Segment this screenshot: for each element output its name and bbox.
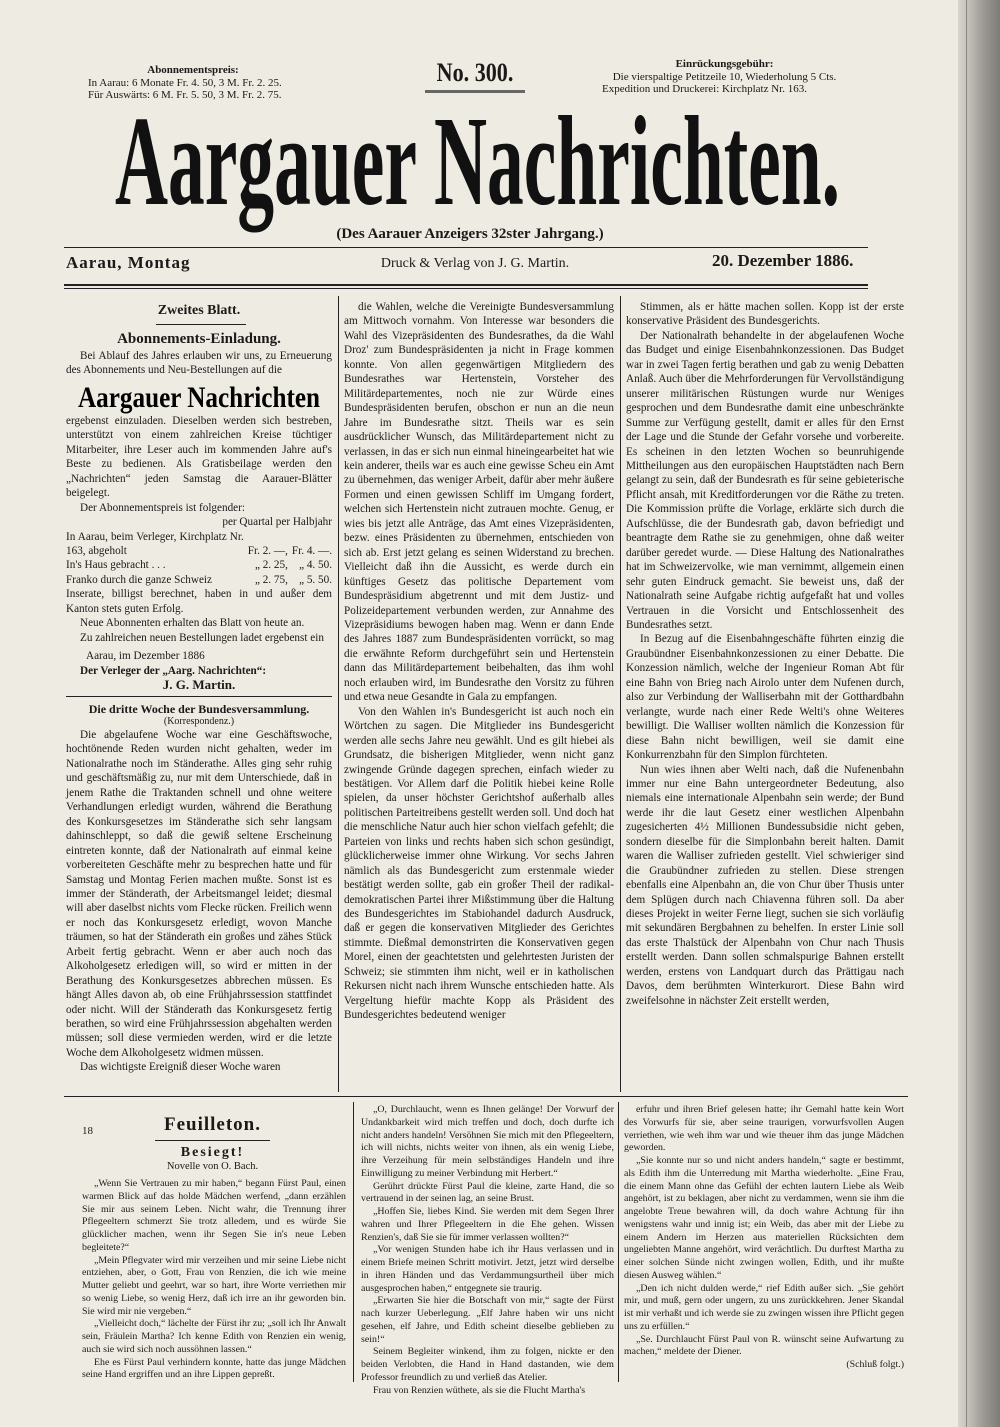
fees-line: Die vierspaltige Petitzeile 10, Wiederholung 5 Cts. (612, 70, 837, 83)
issue-date: 20. Dezember 1886. (712, 251, 854, 270)
feuilleton-column-3 (624, 1104, 904, 1372)
price-h: „ 4. 50. (299, 559, 332, 572)
paper-name-text: Aargauer Nachrichten (78, 380, 321, 414)
rule (64, 284, 868, 286)
invite-intro: Bei Ablauf des Jahres erlauben wir uns, zu Erneuerung des Abonnements und Neu-Bestellungen auf die (66, 350, 332, 377)
feuilleton-column-2 (361, 1104, 614, 1397)
paragraph: die Wahlen, welche die Vereinigte Bundesversammlung am Mittwoch vornahm. Von Interesse war besonders die Wahl des Vizepräsidenten des Bundesrathes, da die Wahl Droz' zum Bundespräsidenten ja nicht in Frage kommen konnte. Von allen gegenwärtigen Mitgliedern des Bundesrathes war Hertenstein, Vorsteher des Militärdepartementes, noch nie zur Würde eines Bundespräsidenten berufen, obschon er nun an die neun Jahre im Bundesrathe sitzt. Theils war es sein ausdrücklicher Wunsch, das Militärdepartement nicht zu verlassen, in das er sich nun einmal hineingearbeitet hat wie kein anderer, theils war es auch eine gewisse Scheu ein Amt zu übernehmen, das weniger Arbeit, dafür aber mehr äußere Formen und einen gewissen Schliff im Umgang fordert, welchen sich Hertenstein nicht zutrauen mochte. Genug, er wies bis jetzt alle Anträge, das Amt eines Vizepräsidenten, bezw. eines Präsidenten zu übernehmen, entschieden von sich ab. Erst jetzt gelang es seinen Widerstand zu brechen. Vielleicht daß ihn die Aussicht, es werde durch ein künftiges Gesetz das politische Departement vom Bundespräsidium abgetrennt und mit dem Justiz- und Polizeidepartement verbunden werden, zur Annahme des Vizepräsidiums bewogen haben mag. Wenn er dann Ende des Jahres 1887 zum Bundespräsidenten vorrückt, so mag die erwähnte Reform durchgeführt sein und Hertenstein dann das Militärdepartement beibehalten, das ihm wohl noch erlauben wird, im Bundesrathe den Vorsitz zu führen und etwa neue Gesandte in Gala zu empfangen. (344, 301, 614, 704)
feuilleton-header (80, 1114, 345, 1172)
price-q: „ 2. 75, (254, 573, 288, 586)
inserate-note: Inserate, billigst berechnet, haben in und außer dem Kanton stets guten Erfolg. (66, 588, 332, 615)
article-heading: Die dritte Woche der Bundesversammlung. (88, 701, 310, 716)
paragraph: „Vor wenigen Stunden habe ich ihr Haus verlassen und in einem Briefe meinen Schritt motivirt. Jetzt, jetzt wird derselbe in ihren Händen und das Verdammungsurtheil über mich ausgesprochen haben,“ entgegnete sie traurig. (361, 1244, 614, 1294)
paragraph: Frau von Renzien wüthete, als sie die Flucht Martha's (373, 1384, 586, 1396)
feuilleton-rule (64, 1096, 908, 1097)
paragraph: „Vielleicht doch,“ lächelte der Fürst ihr zu; „soll ich Ihr Anwalt sein, Fräulein Martha? Ich kenne Edith von Renzien ein wenig, auch sie wird sich noch aussöhnen lassen.“ (82, 1318, 346, 1355)
subscription-line: In Aarau: 6 Monate Fr. 4. 50, 3 M. Fr. 2. 25. (88, 76, 282, 89)
column-1 (66, 300, 332, 1075)
price-row (66, 573, 332, 587)
paper-name-heading (66, 378, 332, 414)
column-3 (626, 300, 904, 1008)
printer-line: Druck & Verlag von J. G. Martin. (380, 256, 570, 271)
feuilleton-number: 18 (82, 1125, 93, 1137)
price-label: In's Haus gebracht . . . (66, 559, 166, 572)
paragraph: Das wichtigste Ereigniß dieser Woche waren (80, 1061, 281, 1074)
column-rule (338, 296, 339, 1092)
newspaper-title (110, 90, 850, 232)
price-row (66, 530, 332, 559)
rule (64, 247, 868, 248)
feuilleton-heading: Feuilleton. (163, 1114, 262, 1135)
subtitle: (Des Aarauer Anzeigers 32ster Jahrgang.) (336, 226, 604, 242)
new-subscribers-note: Neue Abonnenten erhalten das Blatt von heute an. (80, 617, 305, 630)
paragraph: „Den ich nicht dulden werde,“ rief Edith außer sich. „Sie gehört mir, und muß, gern oder ungern, zu uns zurückkehren. Jener Skandal ist mir verhaßt und ich werde sie zu zwingen wissen ihre Pflicht gegen uns zu erfüllen.“ (624, 1282, 904, 1332)
paragraph: „Se. Durchlaucht Fürst Paul von R. wünscht seine Aufwartung zu machen,“ meldete der Diener. (624, 1333, 904, 1358)
price-header: per Quartal per Halbjahr (222, 516, 332, 529)
paragraph: „O, Durchlaucht, wenn es Ihnen gelänge! Der Vorwurf der Undankbarkeit wird mich treffen und doch, doch durfte ich nicht anders handeln! Versöhnen Sie mich mit den Pflegeeltern, ich will nichts, nichts weiter von ihnen, als ein wenig Liebe, ihre Verzeihung für mein selbständiges Handeln und ihre Einwilligung zu meiner Verbindung mit Herbert.“ (361, 1104, 614, 1179)
rule (66, 696, 332, 697)
price-q: „ 2. 25, (254, 559, 288, 572)
publisher-name: J. G. Martin. (162, 677, 236, 693)
paragraph: Ehe es Fürst Paul verhindern konnte, hatte das junge Mädchen seine Hand ergriffen und an ihre Lippen gepreßt. (82, 1356, 346, 1381)
rule (64, 288, 868, 289)
place-date: Aarau, im Dezember 1886 (86, 650, 205, 663)
price-intro: Der Abonnementspreis ist folgender: (80, 501, 245, 514)
paragraph: „Sie konnte nur so und nicht anders handeln,“ sagte er bestimmt, als Edith ihm die Unterredung mit Martha wiederholte. „Eine Frau, die einem Mann ohne das Gefühl der echten lautern Liebe als Weib angehört, ist zu beklagen, aber nicht zu verdammen, wenn sie ihm die angelobte Treue bewahren will, da doch wahre Achtung für ihn wenigstens wahr und innig ist; ein Weib, das aber mit der Liebe zu einem Andern im Herzen aus materiellen Rücksichten dem ungeliebten Manne angehört, wird verächtlich. Du durftest Martha zu einer solchen Sünde nicht zwingen wollen, Edith, und ihr mußte diesen Ausweg wählen.“ (624, 1155, 904, 1281)
paragraph: „Wenn Sie Vertrauen zu mir haben,“ begann Fürst Paul, einen warmen Blick auf das holde Mädchen werfend, „dann erzählen Sie mir aus seinem Leben. Nicht wahr, die Trennung ihrer Pflegeeltern schmerzt Sie trotz alledem, und es würde Sie glücklicher machen, wenn ihr Segen Sie in's neue Leben begleitete?“ (82, 1178, 346, 1253)
column-rule (618, 1102, 619, 1382)
section-label: Zweites Blatt. (157, 303, 241, 318)
price-q: Fr. 2. —, (247, 544, 288, 557)
to-be-continued: (Schluß folgt.) (846, 1359, 904, 1370)
paragraph: Gerührt drückte Fürst Paul die kleine, zarte Hand, die so vertrauend in der seinen lag, an seine Brust. (361, 1180, 614, 1205)
paragraph: Die abgelaufene Woche war eine Geschäftswoche, hochtönende Reden wurden nicht gehalten, weder im Nationalrathe noch im Ständerathe. Alles ging sehr ruhig und geschäftsmäßig zu, nur mit dem Unterschiede, daß in jenem Rathe die Traktanden schnell und ohne weitere Verhandlungen erledigt wurden, während die Berathung des Konkursgesetzes im Ständerathe sich sehr langsam dahinschleppt, so daß die gewiß seltene Erscheinung eintreten konnte, daß der Nationalrath auf einmal keine vorbereiteten Geschäfte mehr zu besprechen hatte und für Samstag und Montag Ferien machen mußte. Sonst ist es immer der Ständerath, der Arbeitsmangel leidet; diesmal will aber daselbst nichts vom Flecke rücken. Freilich wenn er noch das Konkursgesetz erledigt, wovon Manche träumen, so hat der Ständerath ein großes und zähes Stück Arbeit fertig gebracht. Wenn er aber auch noch das Alkoholgesetz erledigen will, so wird er mitten in der Berathung des Konkursgesetzes abbrechen müssen. Es hängt Alles davon ab, ob eine Frühjahrssession stattfindet oder nicht. Will der Ständerath das Konkursgesetz fertig berathen, so wird eine Frühjahrssession abgehalten werden müssen; soll diese vermieden werden, wird er die letzte Woche dem Alkoholgesetz widmen müssen. (66, 728, 332, 1059)
paragraph: Der Nationalrath behandelte in der abgelaufenen Woche das Budget und einige Eisenbahnkonzessionen. Das Budget war in zwei Tagen fertig berathen und gab zu wenig Debatten Anlaß. Auch über die Mehrforderungen für Vervollständigung unserer militärischen Rüstungen wurde nur Weniges gesprochen und dem Bundesrathe damit eine unbeschränkte Summe zur Verfügung gestellt, damit er alles für den Ernst der Lage und die Stunde der Gefahr vorsehe und vorbereite. Es scheinen in den letzten Wochen so beunruhigende Mittheilungen aus den europäischen Hauptstädten nach Bern gelangt zu sein, daß der Bundesrath es für seine gebieterische Pflicht ansah, mit Kreditforderungen vor die Räthe zu treten. Die Kommission prüfte die Vorlage, erklärte sich durch die Aufschlüsse, die der Bundesrath gab, davon befriedigt und beantragte dem Rathe sie zu genehmigen, ohne daß weiter darüber geredet wurde. — Diese Haltung des Nationalrathes hat im Schweizervolke, wie man vernimmt, allgemein einen sehr guten Eindruck gemacht. Sie beweist uns, daß der Nationalrath seine Aufgabe richtig aufgefaßt hat und volles Vertrauen in die Vorsicht und Entschlossenheit des Bundesrathes setzt. (626, 329, 904, 631)
invite-close: Zu zahlreichen neuen Bestellungen ladet ergebenst ein (80, 631, 324, 644)
fees-line: Expedition und Druckerei: Kirchplatz Nr. 163. (602, 83, 807, 95)
paragraph: „Erwarten Sie hier die Botschaft von mir,“ sagte der Fürst nach kurzer Ueberlegung. „Elf Jahre haben wir uns nicht gesehen, elf Jahre, und Edith scheint dieselbe geblieben zu sein!“ (361, 1295, 614, 1345)
paragraph: Seinem Begleiter winkend, ihm zu folgen, nickte er den beiden Verlobten, die Hand in Hand dastanden, wie dem Professor freundlich zu und verließ das Atelier. (361, 1346, 614, 1383)
subscription-line: Für Auswärts: 6 M. Fr. 5. 50, 3 M. Fr. 2. 75. (88, 89, 282, 101)
newspaper-title-text: Aargauer Nachrichten. (115, 90, 840, 232)
price-table (66, 530, 332, 588)
feuilleton-column-1 (82, 1178, 346, 1382)
paragraph: In Bezug auf die Eisenbahngeschäfte führten einzig die Graubündner Eisenbahnkonzessionen zu einer Debatte. Die Konzession nämlich, welche der Ingenieur Roman Abt für eine Bahn von Brieg nach Airolo unter dem Nufenen durch, also zur Verbindung der Walliserbahn mit der Gotthardbahn verlangte, wurde nach einer Rede Welti's ohne Weiteres bewilligt. Die Walliser wollten nämlich die Konzession für diese Bahn nicht bewilligen, weil sie damit eine Konkurrenzbahn für den Simplon fürchteten. (626, 633, 904, 762)
paragraph: Stimmen, als er hätte machen sollen. Kopp ist der erste konservative Präsident des Bundesgerichts. (626, 301, 904, 328)
column-2 (344, 300, 614, 1023)
place-day: Aarau, Montag (66, 253, 191, 272)
invite-body: ergebenst einzuladen. Dieselben werden sich bestreben, unterstützt von einem zahlreichen Kreise tüchtiger Mitarbeiter, ihre Leser auch im kommenden Jahre auf's Beste zu bedienen. Als Gratisbeilage werden den „Nachrichten“ jeden Samstag die Aarauer-Blätter beigelegt. (66, 414, 332, 500)
subscription-heading: Abonnementspreis: (147, 64, 239, 76)
price-h: Fr. 4. —. (291, 544, 332, 557)
paragraph: erfuhr und ihren Brief gelesen hatte; ihr Gemahl hatte kein Wort des Vorwurfs für sie, aber seine traurigen, vorwurfsvollen Augen verriethen, wie weh ihm war und wie theuer ihm das junge Mädchen geworden. (624, 1104, 904, 1154)
article-body (66, 728, 332, 1075)
rule (155, 1140, 270, 1141)
paragraph: „Mein Pflegvater wird mir verzeihen und mir seine Liebe nicht entziehen, aber, o Gott, Frau von Renzien, die ich wie meine Mutter geliebt und geehrt, war so hart, ihre Worte verriethen mir so wenig Liebe, so wenig Herz, daß ich irre an ihr geworden bin. Sie wird mir nie vergeben.“ (82, 1254, 346, 1317)
issue-number: No. 300. (436, 58, 514, 87)
article-subheading: (Korrespondenz.) (163, 715, 235, 727)
publisher-label: Der Verleger der „Aarg. Nachrichten“: (80, 664, 267, 677)
story-title: Besiegt! (180, 1145, 245, 1160)
rule (156, 324, 246, 325)
price-label: In Aarau, beim Verleger, Kirchplatz Nr. 163, abgeholt (66, 530, 244, 557)
story-byline: Novelle von O. Bach. (166, 1161, 259, 1172)
price-row (66, 558, 332, 572)
paragraph: Nun wies ihnen aber Welti nach, daß die Nufenenbahn immer nur eine Bahn untergeordneter Bedeutung, also niemals eine internationale Alpenbahn sein werde; der Bund werde ihr die laut Gesetz einer westlichen Alpenbahn zugesicherten 4½ Millionen Bundessubsidie nicht geben, sondern dieselbe für die Simplonbahn bereit halten. Damit waren die Walliser zufrieden gestellt. Viel schwieriger sind die Graubündner zufrieden zu stellen. Diese strengen ebenfalls eine Alpenbahn an, die von Chur über Thusis unter dem Splügen durch nach Chiavenna führen soll. Da aber dieses Projekt in weiter Ferne liegt, suchen sie sich vorläufig mit sekundären Bergbahnen zu behelfen. In erster Linie soll das erste Thalstück der Alpenbahn von Chur nach Thusis erstellt werden. Dann sollen schmalspurige Bahnen erstellt werden, erstens von Landquart durch das Prättigau nach Davos, dem berühmten Winterkurort. Diese Bahn wird zweifelsohne in nächster Zeit erstellt werden, (626, 763, 904, 1007)
column-rule (353, 1102, 354, 1382)
page-binding-edge (958, 0, 1000, 1427)
paragraph: „Hoffen Sie, liebes Kind. Sie werden mit dem Segen Ihrer wahren und Ihrer Pflegeeltern in die Ehe gehen. Wissen Renzien's, daß Sie sie für immer verlassen wollten?“ (361, 1206, 614, 1243)
price-label: Franko durch die ganze Schweiz (66, 573, 213, 586)
fees-heading: Einrückungsgebühr: (675, 58, 774, 70)
column-rule (620, 296, 621, 1092)
paragraph: Von den Wahlen in's Bundesgericht ist auch noch ein Wörtchen zu sagen. Die Mitglieder ins Bundesgericht werden alle sechs Jahre neu gewählt. Und es gilt hiebei als Grundsatz, die bisherigen Mitglieder, wenn nicht ganz zwingende Gründe dagegen sprechen, einfach wieder zu bestätigen. Vor Allem darf die Politik hiebei keine Rolle spielen, da unser höchster Gerichtshof außerhalb alles politischen Parteitreibens gestellt werden soll. Und doch hat die menschliche Natur auch hier schon vielfach gefehlt; die Parteien von links und rechts haben sich schon gesündigt, glücklicherweise immer ohne Wirkung. Vor sechs Jahren nämlich als das Bundesgericht zum erstenmale wieder bestätigt werden sollte, gab ein großer Theil der radikal-demokratischen Partei ihrer Mißstimmung über die Haltung des Bundesgerichtes im Stabiohandel dadurch Ausdruck, daß er gegen die konservativen Mitglieder des Gerichtes stimmte. Dießmal demonstrirten die Konservativen gegen Morel, einen der geachtetsten und gelehrtesten Juristen der Schweiz; sie stimmten ihm nicht, weil er in katholischen Rekursen nicht nach ihrem Wunsche entschieden hatte. Als Vergeltung hiefür machte Kopp als Präsident des Bundesgerichtes bedeutend weniger (344, 705, 614, 1022)
price-h: „ 5. 50. (299, 573, 332, 586)
invite-heading: Abonnements-Einladung. (117, 331, 281, 347)
